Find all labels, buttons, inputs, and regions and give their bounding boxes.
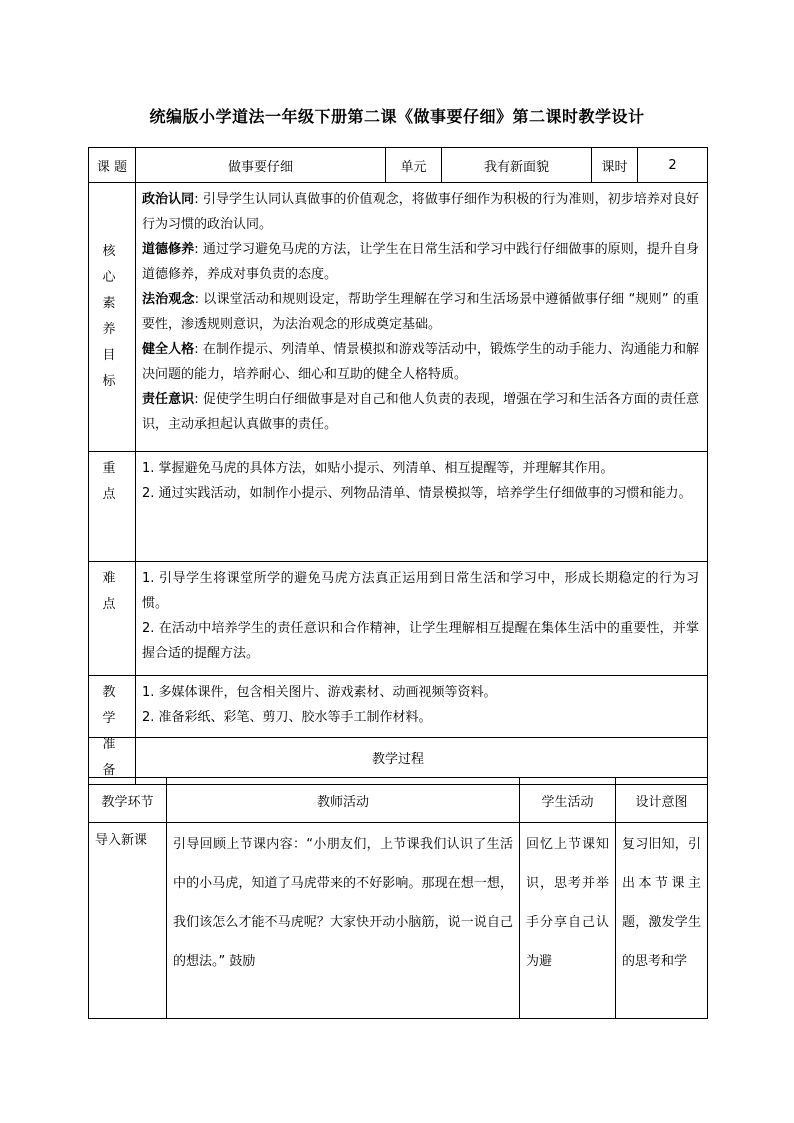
process-header-row: [89, 778, 708, 823]
literacy-item: [142, 387, 699, 437]
lesson-info-table: [88, 147, 708, 785]
key-points-row: [89, 452, 708, 562]
literacy-text: : 以课堂活动和规则设定，帮助学生理解在学习和生活场景中遵循做事仔细 “规则” 的重要性，渗透规则意识，为法治观念的形成奠定基础。: [142, 292, 699, 332]
literacy-text: : 促使学生明白仔细做事是对自己和他人负责的表现，增强在学习和生活各方面的责任意识，主动承担起认真做事的责任。: [142, 392, 699, 432]
period-label: 课时: [592, 148, 638, 183]
literacy-label-line: 目 标: [102, 348, 122, 389]
key-point-item: 1. 掌握避免马虎的具体方法，如贴小提示、列清单、相互提醒等，并理解其作用。: [142, 461, 614, 476]
literacy-row: [89, 183, 708, 452]
process-title-row: [89, 738, 708, 778]
topic-label: 课 题: [89, 148, 136, 183]
teacher-activity-cell: 引导回顾上节课内容：“小朋友们，上节课我们认识了生活中的小马虎，知道了马虎带来的不好影响。那现在想一想，我们该怎么才能不马虎呢？大家快开动小脑筋，说一说自己的想法。” 鼓励: [167, 823, 520, 1019]
unit-label: 单元: [386, 148, 442, 183]
column-header: 设计意图: [616, 778, 708, 823]
prep-label-line: 准 备: [102, 737, 122, 778]
unit-value: 我有新面貌: [442, 148, 592, 183]
difficulties-label: 难 点: [89, 562, 136, 676]
literacy-text: : 引导学生认同认真做事的价值观念，将做事仔细作为积极的行为准则，初步培养对良好行为习惯的政治认同。: [142, 192, 699, 232]
topic-row: [89, 148, 708, 183]
literacy-item: [142, 337, 699, 387]
literacy-item: [142, 287, 699, 337]
key-points-label: 重 点: [89, 452, 136, 562]
prep-label-line: 教 学: [102, 685, 122, 726]
key-points-content: [136, 452, 708, 562]
difficulties-row: [89, 562, 708, 676]
column-header: 学生活动: [520, 778, 616, 823]
literacy-content: [136, 183, 708, 452]
literacy-label-line: 核 心: [102, 244, 122, 285]
difficulties-content: [136, 562, 708, 676]
column-header: 教师活动: [167, 778, 520, 823]
literacy-label-line: 素 养: [102, 296, 122, 337]
literacy-heading: 责任意识: [142, 392, 195, 407]
stage-cell: 导入新课: [89, 823, 167, 1019]
literacy-text: : 通过学习避免马虎的方法，让学生在日常生活和学习中践行仔细做事的原则，提升自身道德修养，养成对事负责的态度。: [142, 242, 699, 282]
literacy-heading: 道德修养: [142, 242, 195, 257]
teaching-process-table: [88, 737, 708, 1019]
literacy-label: [89, 183, 136, 452]
prep-item: 2. 准备彩纸、彩笔、剪刀、胶水等手工制作材料。: [142, 710, 432, 725]
literacy-text: : 在制作提示、列清单、情景模拟和游戏等活动中，锻炼学生的动手能力、沟通能力和解决问题的能力，培养耐心、细心和互助的健全人格特质。: [142, 342, 699, 382]
student-activity-cell: 回忆上节课知识，思考并举手分享自己认为避: [520, 823, 616, 1019]
process-title: 教学过程: [89, 738, 708, 778]
column-header: 教学环节: [89, 778, 167, 823]
literacy-heading: 健全人格: [142, 342, 195, 357]
literacy-heading: 政治认同: [142, 192, 195, 207]
period-value: 2: [638, 148, 708, 183]
difficulty-item: 2. 在活动中培养学生的责任意识和合作精神，让学生理解相互提醒在集体生活中的重要性，并掌握合适的提醒方法。: [142, 621, 699, 661]
literacy-heading: 法治观念: [142, 292, 195, 307]
topic-value: 做事要仔细: [136, 148, 386, 183]
process-row: [89, 823, 708, 1019]
key-point-item: 2. 通过实践活动，如制作小提示、列物品清单、情景模拟等，培养学生仔细做事的习惯和能力。: [142, 486, 692, 501]
document-title: 统编版小学道法一年级下册第二课《做事要仔细》第二课时教学设计: [149, 107, 645, 126]
design-intent-cell: 复习旧知，引出本节课主题，激发学生的思考和学: [616, 823, 708, 1019]
difficulty-item: 1. 引导学生将课堂所学的避免马虎方法真正运用到日常生活和学习中，形成长期稳定的行为习惯。: [142, 571, 699, 611]
literacy-item: [142, 237, 699, 287]
prep-item: 1. 多媒体课件，包含相关图片、游戏素材、动画视频等资料。: [142, 685, 497, 700]
literacy-item: [142, 187, 699, 237]
